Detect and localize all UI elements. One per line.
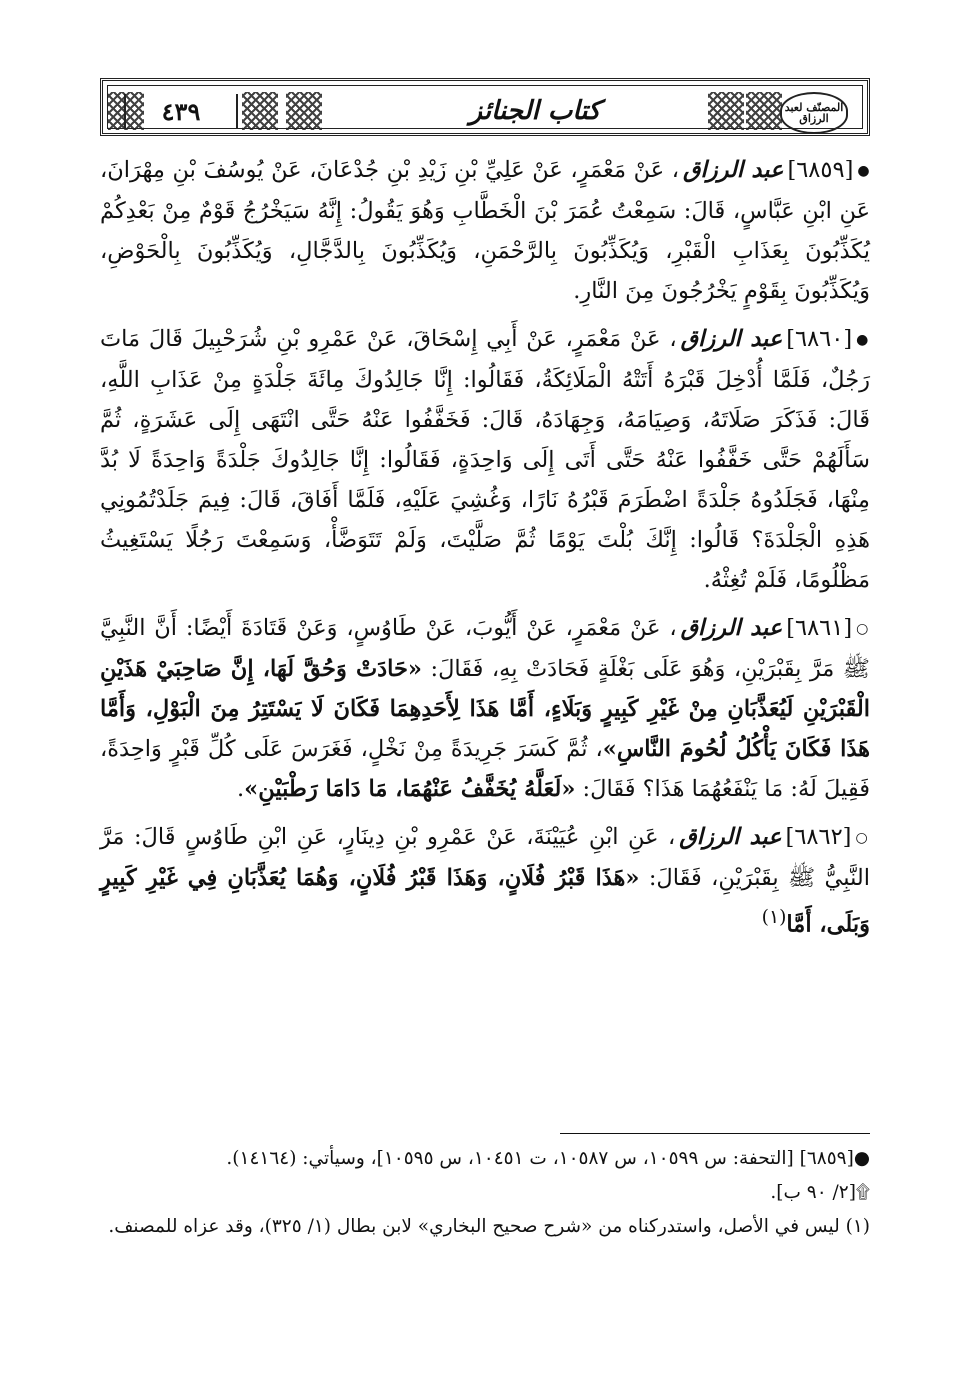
footnote-ref[interactable]: (١) <box>761 907 787 928</box>
hadith-marker: ● <box>857 163 870 179</box>
prophetic-quote: «هَذَا قَبْرُ فُلَانٍ، وَهَذَا قَبْرُ فُلَانٍ، وَهُمَا يُعَذَّبَانِ فِي غَيْرِ كَبِيرٍ وَبَلَى، أَمَّا <box>100 865 870 938</box>
ornament-mid-left-2 <box>286 92 322 130</box>
hadith-text: ، عَنِ ابْنِ عُيَيْنَةَ، عَنْ عَمْرِو بْنِ دِينَارٍ، عَنِ ابْنِ طَاوُسٍ قَالَ: مَرَّ النَّبِيُّ ﷺ بِقَبْرَيْنِ، فَقَالَ: <box>100 824 870 891</box>
hadith-marker: ○ <box>855 830 870 846</box>
footnote-divider <box>560 1133 870 1134</box>
narrator-name: عبد الرزاق <box>683 157 784 183</box>
hadith-6859 <box>100 150 870 311</box>
header-frame <box>107 85 863 129</box>
hadith-marker: ○ <box>856 621 870 637</box>
hadith-6860 <box>100 319 870 600</box>
prophetic-quote: «حَادَتْ وَحُقَّ لَهَا، إِنَّ صَاحِبَيْ هَذَيْنِ الْقَبْرَيْنِ لَيُعَذَّبَانِ مِنْ غَيْرِ كَبِيرٍ وَبَلَاءٍ، أَمَّا هَذَا لِأَحَدِهِمَا فَكَانَ لَا يَسْتَتِرُ مِنَ الْبَوْلِ، وَأَمَّا هَذَا فَكَانَ يَأْكُلُ لُحُومَ النَّاسِ» <box>100 656 870 762</box>
hadith-number: [٦٨٦١] <box>786 615 853 641</box>
hadith-number: [٦٨٥٩] <box>787 157 854 183</box>
page-header <box>100 78 870 136</box>
book-title: كتاب الجنائز <box>469 96 601 126</box>
footnote-folio: ۩[٢/ ٩٠ ب]. <box>770 1182 870 1203</box>
hadith-text: ، عَنْ مَعْمَرٍ، عَنْ أَبِي إِسْحَاقَ، عَنْ عَمْرِو بْنِ شُرَحْبِيلَ قَالَ مَاتَ رَجُلٌ، فَلَمَّا أُدْخِلَ قَبْرَهُ أَتَتْهُ الْمَلَائِكَةُ، فَقَالُوا: إِنَّا جَالِدُوكَ مِائَةَ جَلْدَةٍ مِنْ عَذَابِ اللَّهِ، قَالَ: فَذَكَرَ صَلَاتَهُ، وَصِيَامَهُ، وَجِهَادَهُ، قَالَ: فَخَفَّفُوا عَنْهُ حَتَّى انْتَهَى إِلَى عَشَرَةٍ، ثُمَّ سَأَلَهُمْ حَتَّى خَفَّفُوا عَنْهُ حَتَّى أَتَى إِلَى وَاحِدَةٍ، فَقَالُوا: إِنَّا جَالِدُوكَ جَلْدَةً وَاحِدَةً لَا بُدَّ مِنْهَا، فَجَلَدُوهُ جَلْدَةً اضْطَرَمَ قَبْرُهُ نَارًا، وَغُشِيَ عَلَيْهِ، فَلَمَّا أَفَاقَ، قَالَ: فِيمَ جَلَدْتُمُونِي هَذِهِ الْجَلْدَةَ؟ قَالُوا: إِنَّكَ بُلْتَ يَوْمًا ثُمَّ صَلَّيْتَ، وَلَمْ تَتَوَضَّأْ، وَسَمِعْتَ رَجُلًا يَسْتَغِيثُ مَظْلُومًا، فَلَمْ تُغِثْهُ. <box>100 326 870 593</box>
hadith-marker: ● <box>856 332 870 348</box>
hadith-6861 <box>100 608 870 809</box>
prophetic-quote: «لَعَلَّهُ يُخَفَّفُ عَنْهُمَا، مَا دَامَا رَطْبَيْنِ» <box>244 776 576 802</box>
hadith-text: . <box>236 776 245 802</box>
series-logo <box>780 92 848 134</box>
hadith-text: ، عَنْ مَعْمَرٍ، عَنْ عَلِيِّ بْنِ زَيْدِ بْنِ جُدْعَانَ، عَنْ يُوسُفَ بْنِ مِهْرَانَ، عَنِ ابْنِ عَبَّاسٍ، قَالَ: سَمِعْتُ عُمَرَ بْنَ الْخَطَّابِ وَهُوَ يَقُولُ: إِنَّهُ سَيَخْرُجُ قَوْمٌ مِنْ بَعْدِكُمْ يُكَذِّبُونَ بِعَذَابِ الْقَبْرِ، وَيُكَذِّبُونَ بِالرَّحْمَنِ، وَيُكَذِّبُونَ بِالدَّجَّالِ، وَيُكَذِّبُونَ بِالْحَوْضِ، وَيُكَذِّبُونَ بِقَوْمٍ يَخْرُجُونَ مِنَ النَّارِ. <box>100 157 870 304</box>
hadith-text: ، ثُمَّ كَسَرَ جَرِيدَةً مِنْ نَخْلٍ، فَغَرَسَ عَلَى كُلِّ قَبْرٍ وَاحِدَةً، فَقِيلَ لَهُ: مَا يَنْفَعُهُمَا هَذَا؟ فَقَالَ: <box>100 736 870 802</box>
footnote-source: ●[٦٨٥٩] [التحفة: س ١٠٥٩٩، س ١٠٥٨٧، ت ١٠٤٥١، س ١٠٥٩٥]، وسيأتي: (١٤١٦٤). <box>226 1148 870 1169</box>
page-number-box <box>124 94 238 128</box>
narrator-name: عبد الرزاق <box>680 615 783 641</box>
hadith-text: ، عَنْ مَعْمَرٍ، عَنْ أَيُّوبَ، عَنْ طَاوُسٍ، وَعَنْ قَتَادَةَ أَيْضًا: أَنَّ النَّبِيَّ ﷺ مَرَّ بِقَبْرَيْنِ، وَهُوَ عَلَى بَغْلَةٍ فَحَادَتْ بِهِ، فَقَالَ: <box>100 615 870 682</box>
title-box <box>368 92 702 130</box>
footnotes <box>100 1142 870 1244</box>
hadith-number: [٦٨٦٠] <box>786 326 853 352</box>
ornament-mid-right-2 <box>746 92 782 130</box>
ornament-mid-right <box>708 92 744 130</box>
footnote-note-1: (١) ليس في الأصل، واستدركناه من «شرح صحيح البخاري» لابن بطال (١/ ٣٢٥)، وقد عزاه للمصنف. <box>108 1216 870 1237</box>
series-logo-text: المصنّف لعبد الرزاق <box>784 101 844 125</box>
hadith-6862 <box>100 817 870 945</box>
ornament-mid-left <box>242 92 278 130</box>
hadith-number: [٦٨٦٢] <box>785 824 852 850</box>
narrator-name: عبد الرزاق <box>680 326 783 352</box>
narrator-name: عبد الرزاق <box>679 824 782 850</box>
main-text <box>100 150 870 953</box>
page-number: ٤٣٩ <box>161 96 201 126</box>
